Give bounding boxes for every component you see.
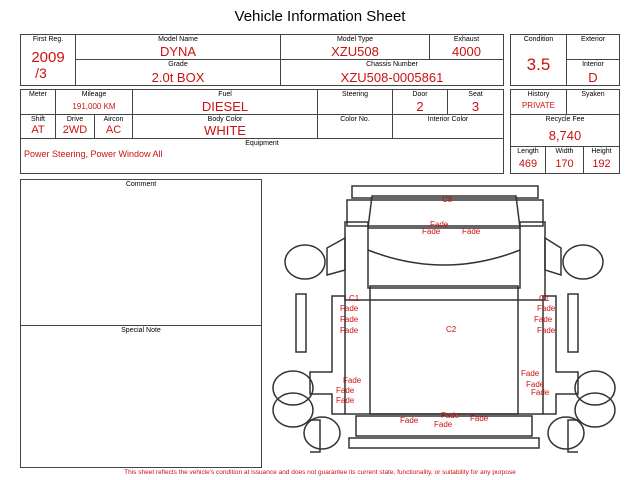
rear-left-wheel-outer xyxy=(273,371,313,405)
recycle-fee-cell xyxy=(510,114,620,147)
first-reg-label: First Reg. xyxy=(32,36,64,43)
history-cell xyxy=(510,89,567,115)
interior-color-cell xyxy=(392,114,504,139)
cab-window-curve xyxy=(368,250,520,265)
exhaust-label: Exhaust xyxy=(453,36,480,43)
mark-fade-front-b: Fade xyxy=(422,227,441,236)
fuel-label: Fuel xyxy=(218,91,232,98)
grade-value: 2.0t BOX xyxy=(151,70,205,85)
grade-label: Grade xyxy=(168,61,188,68)
comment-label: Comment xyxy=(125,181,157,188)
mark-fade-right-2: Fade xyxy=(534,315,553,324)
mark-fade-lower-left-2: Fade xyxy=(336,386,355,395)
aircon-value: AC xyxy=(105,124,122,136)
cab-shell xyxy=(345,222,545,300)
body-color-label: Body Color xyxy=(207,116,243,123)
rear-right-wheel-outer xyxy=(575,371,615,405)
height-value: 192 xyxy=(592,158,611,170)
color-no-label: Color No. xyxy=(340,116,370,123)
mark-fade-lower-right-3: Fade xyxy=(531,388,550,397)
meter-label: Meter xyxy=(29,91,47,98)
model-name-value: DYNA xyxy=(159,44,197,59)
mileage-cell xyxy=(55,89,133,115)
rear-bumper xyxy=(349,438,539,448)
width-label: Width xyxy=(555,148,574,155)
mark-fade-lower-left-1: Fade xyxy=(343,376,362,385)
door-label: Door xyxy=(412,91,428,98)
seat-label: Seat xyxy=(468,91,483,98)
width-cell xyxy=(545,146,584,174)
body-color-cell xyxy=(132,114,318,139)
mark-fade-rear-1: Fade xyxy=(441,411,460,420)
mark-fade-left-3: Fade xyxy=(340,326,359,335)
exhaust-cell xyxy=(429,34,504,60)
equipment-value: Power Steering, Power Window All xyxy=(24,149,163,159)
steering-cell xyxy=(317,89,393,115)
front-right-fender xyxy=(545,238,561,275)
first-reg-cell xyxy=(20,34,76,86)
special-note-box xyxy=(20,325,262,468)
chassis-number-cell xyxy=(280,59,504,86)
front-left-fender xyxy=(327,238,345,275)
sheet-title: Vehicle Information Sheet xyxy=(234,8,406,25)
mark-fade-right-1: Fade xyxy=(537,304,556,313)
height-label: Height xyxy=(591,148,612,155)
spare-right-wheel xyxy=(548,417,584,449)
drive-label: Drive xyxy=(66,116,84,123)
mark-c2-center: C2 xyxy=(446,325,457,334)
right-mirror xyxy=(568,294,578,352)
equipment-cell xyxy=(20,138,504,174)
mileage-label: Mileage xyxy=(81,91,107,98)
body-color-value: WHITE xyxy=(204,123,246,138)
interior-cell xyxy=(566,59,620,86)
spare-left-wheel xyxy=(304,417,340,449)
history-label: History xyxy=(527,91,550,98)
recycle-fee-value: 8,740 xyxy=(548,128,582,143)
equipment-label: Equipment xyxy=(245,140,279,147)
shift-label: Shift xyxy=(30,116,45,123)
first-reg-month: /3 xyxy=(35,65,47,81)
model-name-cell xyxy=(75,34,281,60)
aircon-cell xyxy=(94,114,133,139)
grade-cell xyxy=(75,59,281,86)
seat-value: 3 xyxy=(471,99,480,114)
syaken-label: Syaken xyxy=(581,91,605,98)
history-value: PRIVATE xyxy=(521,101,556,110)
mark-fade-front-a: Fade xyxy=(430,220,449,229)
color-no-cell xyxy=(317,114,393,139)
rear-right-wheel-inner xyxy=(575,393,615,427)
mark-c3-front: C3 xyxy=(442,195,453,204)
condition-value: 3.5 xyxy=(526,55,551,74)
mark-fade-left-1: Fade xyxy=(340,304,359,313)
front-right-wheel xyxy=(563,245,603,279)
left-mirror xyxy=(296,294,306,352)
door-value: 2 xyxy=(416,99,424,114)
mark-fade-lower-right-1: Fade xyxy=(521,369,540,378)
interior-color-label: Interior Color xyxy=(427,116,469,123)
length-value: 469 xyxy=(518,158,538,170)
syaken-cell xyxy=(566,89,620,115)
meter-cell xyxy=(20,89,56,115)
disclaimer-footer: This sheet reflects the vehicle's condition at issuance and does not guarantee its current state, functionality, or suitability for any purpose xyxy=(124,469,516,476)
exterior-label: Exterior xyxy=(580,36,606,43)
mark-fade-right-3: Fade xyxy=(537,326,556,335)
mark-fade-rear-4: Fade xyxy=(470,414,489,423)
interior-label: Interior xyxy=(582,61,604,68)
mileage-value: 191,000 KM xyxy=(72,102,116,111)
special-note-label: Special Note xyxy=(121,327,161,334)
mark-c1-right: C1 xyxy=(539,294,550,303)
length-cell xyxy=(510,146,546,174)
exhaust-value: 4000 xyxy=(452,44,481,59)
mark-fade-rear-2: Fade xyxy=(400,416,419,425)
chassis-number-value: XZU508-0005861 xyxy=(340,70,444,85)
fuel-cell xyxy=(132,89,318,115)
width-value: 170 xyxy=(555,158,574,170)
model-type-cell xyxy=(280,34,430,60)
drive-value: 2WD xyxy=(62,124,88,136)
model-name-label: Model Name xyxy=(158,36,198,43)
mark-fade-front-c: Fade xyxy=(462,227,481,236)
fuel-value: DIESEL xyxy=(201,99,249,114)
door-cell xyxy=(392,89,448,115)
mark-fade-lower-left-3: Fade xyxy=(336,396,355,405)
chassis-number-label: Chassis Number xyxy=(366,61,418,68)
cargo-box xyxy=(370,286,518,414)
seat-cell xyxy=(447,89,504,115)
first-reg-year: 2009 xyxy=(31,49,65,66)
condition-label: Condition xyxy=(523,36,554,43)
length-label: Length xyxy=(517,148,539,155)
mark-fade-left-2: Fade xyxy=(340,315,359,324)
rear-left-wheel-inner xyxy=(273,393,313,427)
mark-fade-lower-right-2: Fade xyxy=(526,380,545,389)
drive-cell xyxy=(55,114,95,139)
aircon-label: Aircon xyxy=(103,116,124,123)
comment-box xyxy=(20,179,262,326)
model-type-value: XZU508 xyxy=(331,44,379,59)
recycle-fee-label: Recycle Fee xyxy=(545,116,585,123)
mark-c1-left: C1 xyxy=(349,294,360,303)
shift-value: AT xyxy=(31,124,45,136)
condition-cell xyxy=(510,34,567,86)
front-left-wheel xyxy=(285,245,325,279)
interior-value: D xyxy=(588,70,598,85)
height-cell xyxy=(583,146,620,174)
steering-label: Steering xyxy=(341,91,369,98)
exterior-cell xyxy=(566,34,620,60)
mark-fade-rear-3: Fade xyxy=(434,420,453,429)
model-type-label: Model Type xyxy=(336,36,374,43)
shift-cell xyxy=(20,114,56,139)
